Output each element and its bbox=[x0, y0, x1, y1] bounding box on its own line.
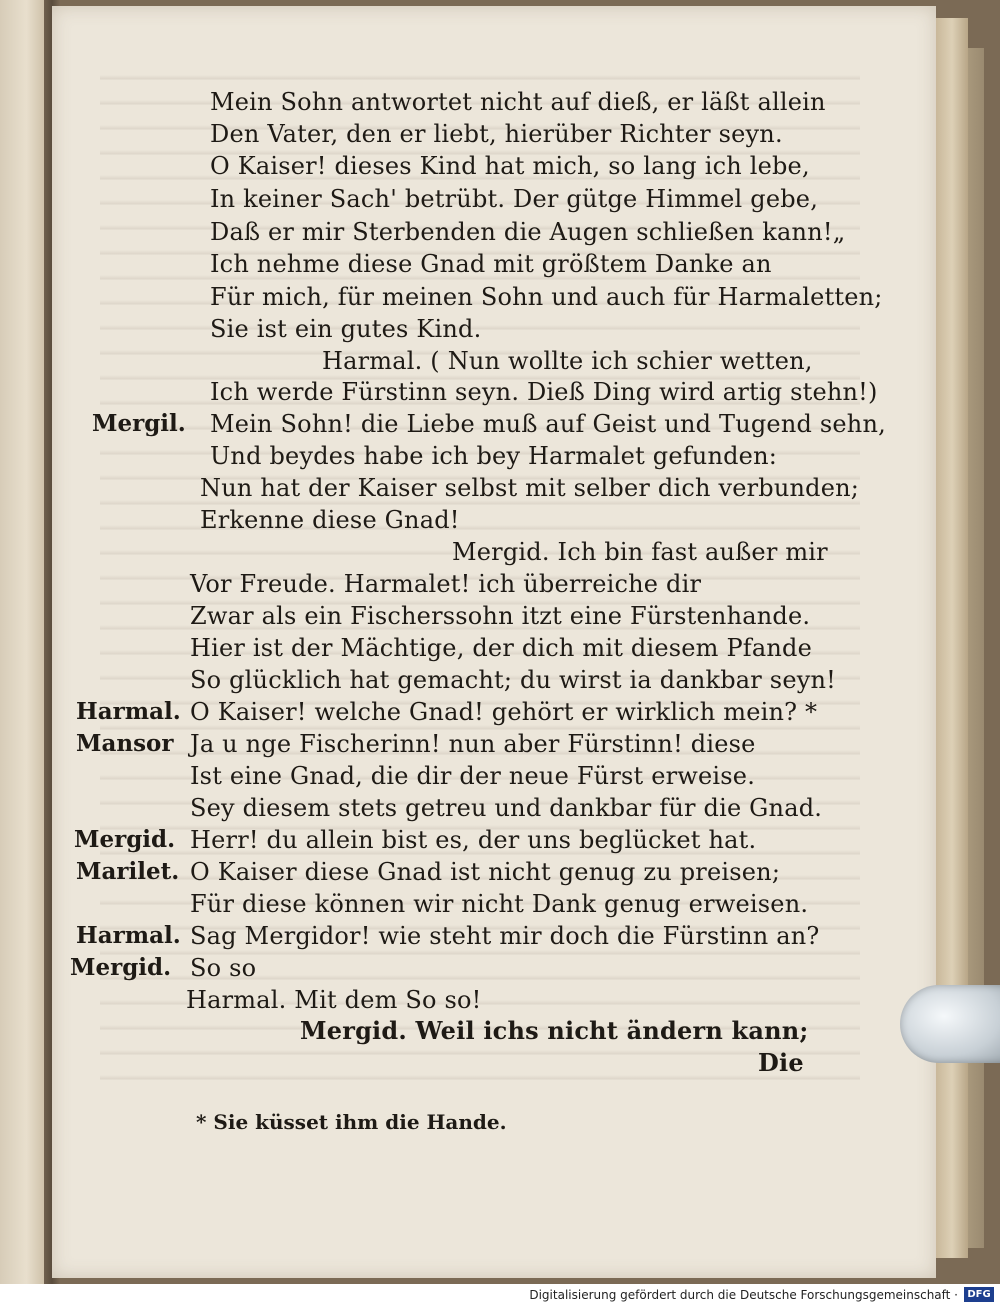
verse-line: Hier ist der Mächtige, der dich mit diesem Pfande bbox=[190, 634, 813, 662]
verse-line: Sey diesem stets getreu und dankbar für die Gnad. bbox=[190, 794, 823, 822]
speaker-name: Harmal. bbox=[76, 922, 181, 949]
verse-line: Sag Mergidor! wie steht mir doch die Fürstinn an? bbox=[190, 922, 820, 950]
catchword: Die bbox=[758, 1048, 804, 1077]
speaker-name: Marilet. bbox=[76, 858, 180, 885]
verse-line: O Kaiser diese Gnad ist nicht genug zu preisen; bbox=[190, 858, 781, 886]
verse-line: Für diese können wir nicht Dank genug erweisen. bbox=[190, 890, 809, 918]
funding-notice: Digitalisierung gefördert durch die Deutsche Forschungsgemeinschaft · bbox=[529, 1288, 958, 1302]
speaker-name: Mergil. bbox=[92, 410, 186, 437]
verse-line: In keiner Sach' betrübt. Der gütge Himmel gebe, bbox=[210, 185, 819, 213]
verse-line: Ich nehme diese Gnad mit größtem Danke an bbox=[210, 250, 772, 278]
book-cover-edge bbox=[968, 48, 984, 1248]
verse-line: O Kaiser! dieses Kind hat mich, so lang ich lebe, bbox=[210, 152, 810, 180]
verse-line: Mergid. Weil ichs nicht ändern kann; bbox=[300, 1016, 809, 1045]
dfg-logo[interactable]: DFG bbox=[964, 1287, 994, 1302]
speaker-name: Mergid. bbox=[70, 954, 172, 981]
verse-line: Ja u nge Fischerinn! nun aber Fürstinn! diese bbox=[190, 730, 756, 758]
page-stack-edge bbox=[936, 18, 968, 1258]
verse-line: Mein Sohn antwortet nicht auf dieß, er läßt allein bbox=[210, 88, 826, 116]
verse-line: So glücklich hat gemacht; du wirst ia dankbar seyn! bbox=[190, 666, 836, 694]
verse-line: Und beydes habe ich bey Harmalet gefunden: bbox=[210, 442, 778, 470]
verse-line: Mein Sohn! die Liebe muß auf Geist und Tugend sehn, bbox=[210, 410, 886, 438]
speaker-name: Mansor bbox=[76, 730, 174, 757]
verse-line: Zwar als ein Fischerssohn itzt eine Fürstenhande. bbox=[190, 602, 811, 630]
verse-line: Harmal. Mit dem So so! bbox=[186, 986, 482, 1014]
footnote: * Sie küsset ihm die Hande. bbox=[196, 1110, 507, 1134]
thumb-holding-page bbox=[900, 985, 1000, 1063]
verse-line: Ist eine Gnad, die dir der neue Fürst erweise. bbox=[190, 762, 756, 790]
verse-line: Nun hat der Kaiser selbst mit selber dich verbunden; bbox=[200, 474, 860, 502]
verse-line: Ich werde Fürstinn seyn. Dieß Ding wird artig stehn!) bbox=[210, 378, 878, 406]
left-page-edge bbox=[0, 0, 44, 1284]
verse-line: Sie ist ein gutes Kind. bbox=[210, 315, 482, 343]
verse-line: O Kaiser! welche Gnad! gehört er wirklich mein? * bbox=[190, 698, 818, 726]
speaker-name: Mergid. bbox=[74, 826, 176, 853]
verse-line: Den Vater, den er liebt, hierüber Richter seyn. bbox=[210, 120, 783, 148]
verse-line: So so bbox=[190, 954, 257, 982]
verse-line: Vor Freude. Harmalet! ich überreiche dir bbox=[190, 570, 702, 598]
verse-line: Erkenne diese Gnad! bbox=[200, 506, 460, 534]
footer-bar bbox=[0, 1284, 1000, 1306]
verse-line: Daß er mir Sterbenden die Augen schließen kann!„ bbox=[210, 218, 846, 246]
verse-line: Mergid. Ich bin fast außer mir bbox=[452, 538, 828, 566]
speaker-name: Harmal. bbox=[76, 698, 181, 725]
verse-line: Herr! du allein bist es, der uns beglücket hat. bbox=[190, 826, 757, 854]
verse-line: Für mich, für meinen Sohn und auch für Harmaletten; bbox=[210, 283, 883, 311]
verse-line: Harmal. ( Nun wollte ich schier wetten, bbox=[322, 347, 813, 375]
